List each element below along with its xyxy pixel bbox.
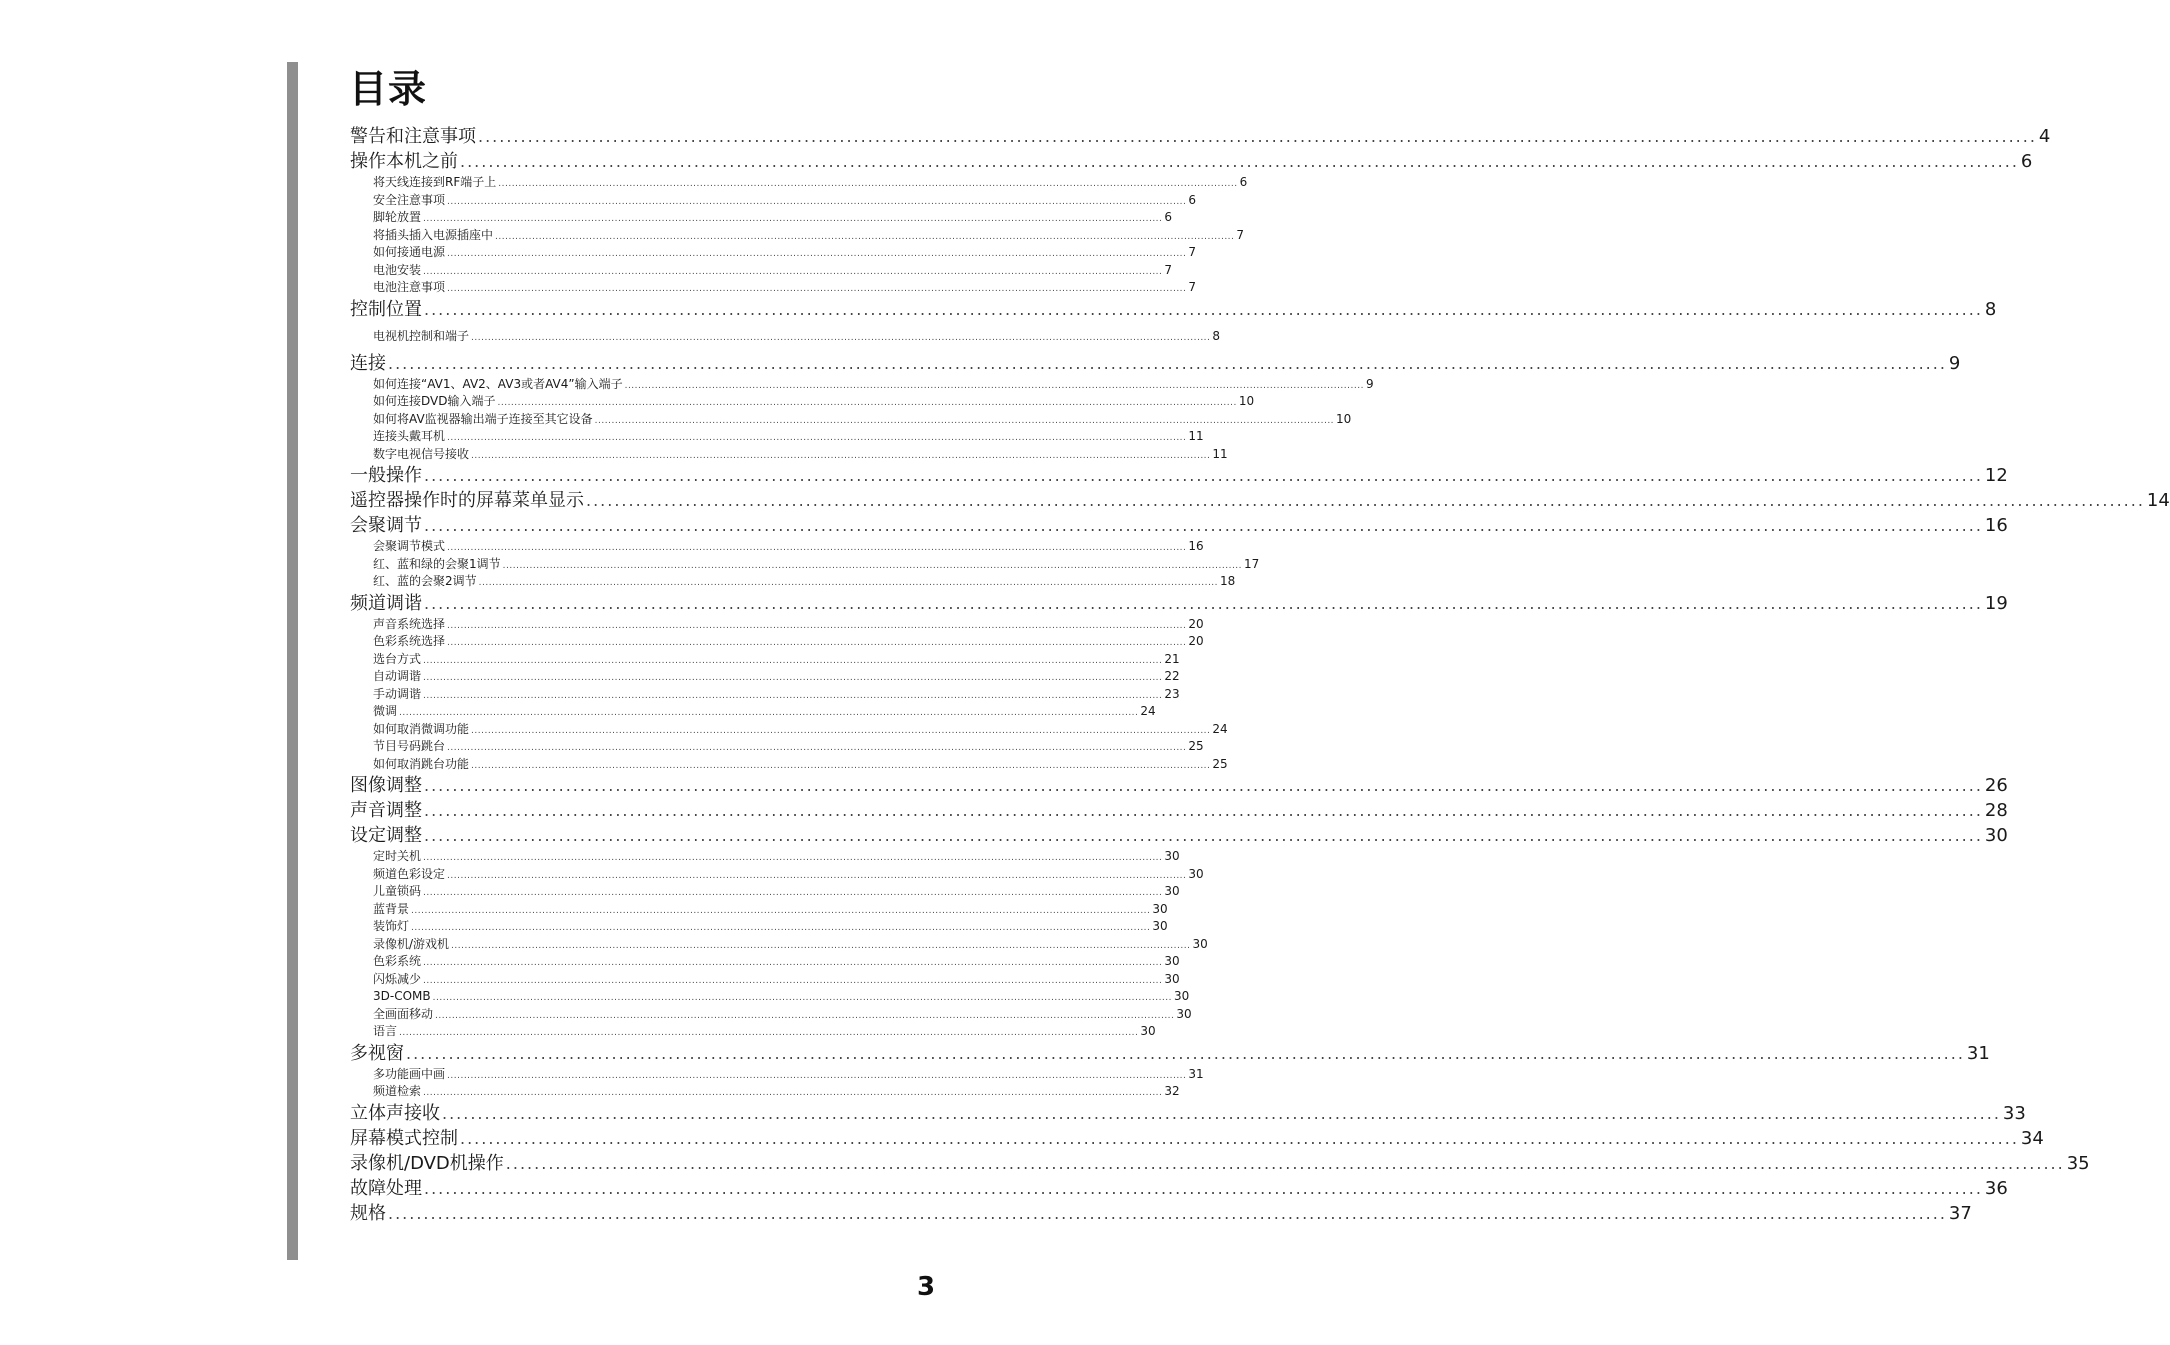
- dot-leader: ............................................................................................................................................................................................................................: [624, 380, 1364, 391]
- toc-entry-title: 规格: [350, 1202, 386, 1224]
- dot-leader: ............................................................................................................................................................................................................................: [447, 284, 1187, 294]
- toc-entry-page: 14: [2146, 490, 2170, 511]
- table-of-contents: [350, 124, 2170, 1226]
- toc-subsection[interactable]: [350, 936, 1208, 954]
- toc-subsection[interactable]: [350, 227, 1245, 245]
- dot-leader: ............................................................................................................................................................................................................................: [447, 870, 1187, 881]
- dot-leader: ............................................................................................................................................................................................................................: [424, 1178, 1983, 1198]
- toc-entry-title: 节目号码跳台: [373, 739, 446, 753]
- toc-section[interactable]: [350, 513, 2008, 538]
- toc-subsection[interactable]: [350, 633, 1204, 651]
- toc-subsection[interactable]: [350, 376, 1374, 394]
- toc-subsection[interactable]: [350, 322, 1221, 351]
- dot-leader: ............................................................................................................................................................................................................................: [447, 196, 1187, 207]
- toc-entry-title: 遥控器操作时的屏幕菜单显示: [350, 490, 584, 511]
- toc-entry-title: 闪烁减少: [373, 971, 422, 986]
- toc-section[interactable]: [350, 773, 2008, 798]
- dot-leader: ............................................................................................................................................................................................................................: [471, 725, 1211, 736]
- toc-subsection[interactable]: [350, 209, 1173, 227]
- toc-section[interactable]: [350, 591, 2008, 616]
- dot-leader: ............................................................................................................................................................................................................................: [451, 940, 1191, 951]
- toc-subsection[interactable]: [350, 971, 1180, 989]
- dot-leader: ............................................................................................................................................................................................................................: [586, 491, 2145, 510]
- toc-entry-page: 7: [1236, 227, 1245, 242]
- toc-entry-title: 录像机/DVD机操作: [350, 1152, 504, 1174]
- toc-entry-title: 故障处理: [350, 1177, 422, 1199]
- dot-leader: ............................................................................................................................................................................................................................: [423, 655, 1163, 666]
- toc-entry-title: 频道色彩设定: [373, 866, 446, 881]
- toc-entry-page: 16: [1188, 539, 1204, 553]
- toc-entry-page: 17: [1244, 556, 1260, 571]
- toc-entry-title: 手动调谐: [373, 686, 422, 701]
- toc-entry-title: 如何取消微调功能: [373, 721, 470, 736]
- toc-subsection[interactable]: [350, 446, 1228, 464]
- toc-entry-page: 6: [1164, 210, 1173, 224]
- dot-leader: ............................................................................................................................................................................................................................: [432, 993, 1173, 1003]
- toc-entry-title: 语言: [373, 1024, 398, 1038]
- dot-leader: ............................................................................................................................................................................................................................: [495, 231, 1235, 242]
- toc-entry-page: 6: [2020, 151, 2033, 172]
- toc-entry-title: 自动调谐: [373, 669, 422, 683]
- toc-entry-page: 23: [1164, 686, 1180, 701]
- dot-leader: ............................................................................................................................................................................................................................: [498, 179, 1238, 189]
- toc-entry-page: 30: [1164, 971, 1180, 986]
- toc-entry-title: 如何将AV监视器输出端子连接至其它设备: [373, 411, 593, 426]
- toc-subsection[interactable]: [350, 556, 1260, 574]
- toc-subsection[interactable]: [350, 573, 1236, 591]
- toc-entry-title: 儿童锁码: [373, 884, 422, 898]
- toc-entry-page: 22: [1164, 669, 1180, 683]
- dot-leader: ............................................................................................................................................................................................................................: [423, 975, 1163, 986]
- toc-entry-title: 3D-COMB: [373, 989, 431, 1003]
- dot-leader: ............................................................................................................................................................................................................................: [388, 1203, 1947, 1223]
- toc-entry-page: 7: [1188, 280, 1197, 294]
- toc-entry-page: 30: [1164, 849, 1180, 863]
- dot-leader: ............................................................................................................................................................................................................................: [423, 266, 1163, 277]
- toc-entry-title: 图像调整: [350, 775, 422, 796]
- toc-section[interactable]: [350, 124, 2051, 149]
- dot-leader: ............................................................................................................................................................................................................................: [399, 1028, 1139, 1038]
- page-number: 3: [917, 1272, 936, 1302]
- toc-subsection[interactable]: [350, 918, 1168, 936]
- toc-subsection[interactable]: [350, 262, 1173, 280]
- toc-entry-page: 7: [1188, 245, 1197, 259]
- toc-entry-title: 数字电视信号接收: [373, 446, 470, 461]
- toc-entry-page: 28: [1984, 800, 2008, 821]
- toc-subsection[interactable]: [350, 616, 1204, 634]
- toc-subsection[interactable]: [350, 721, 1228, 739]
- toc-entry-page: 30: [1152, 919, 1168, 933]
- toc-entry-page: 20: [1188, 634, 1204, 648]
- toc-entry-title: 操作本机之前: [350, 151, 458, 172]
- toc-subsection[interactable]: [350, 192, 1197, 210]
- toc-subsection[interactable]: [350, 686, 1180, 704]
- dot-leader: ............................................................................................................................................................................................................................: [424, 466, 1983, 485]
- dot-leader: ............................................................................................................................................................................................................................: [460, 152, 2019, 171]
- toc-subsection[interactable]: [350, 703, 1156, 721]
- toc-entry-page: 12: [1984, 465, 2008, 486]
- toc-entry-page: 9: [1948, 352, 1961, 374]
- dot-leader: ............................................................................................................................................................................................................................: [447, 638, 1187, 648]
- toc-entry-page: 31: [1966, 1042, 1990, 1064]
- toc-entry-page: 19: [1984, 592, 2008, 614]
- toc-entry-page: 37: [1948, 1202, 1972, 1224]
- toc-entry-page: 4: [2038, 126, 2051, 147]
- toc-entry-page: 10: [1238, 394, 1255, 408]
- toc-entry-title: 多功能画中画: [373, 1066, 446, 1081]
- toc-entry-page: 30: [1164, 884, 1180, 898]
- toc-entry-title: 警告和注意事项: [350, 126, 476, 147]
- dot-leader: ............................................................................................................................................................................................................................: [406, 1043, 1965, 1063]
- toc-entry-title: 全画面移动: [373, 1006, 434, 1021]
- toc-entry-page: 24: [1212, 721, 1228, 736]
- dot-leader: ............................................................................................................................................................................................................................: [411, 905, 1151, 916]
- dot-leader: ............................................................................................................................................................................................................................: [442, 1103, 2001, 1123]
- toc-entry-page: 11: [1212, 446, 1228, 461]
- toc-entry-title: 频道检索: [373, 1084, 422, 1098]
- decorative-side-bar: [287, 62, 298, 1260]
- dot-leader: ............................................................................................................................................................................................................................: [423, 958, 1163, 968]
- toc-entry-title: 设定调整: [350, 825, 422, 846]
- toc-entry-title: 红、蓝和绿的会聚1调节: [373, 556, 501, 571]
- toc-entry-page: 21: [1164, 651, 1180, 666]
- toc-entry-page: 26: [1984, 775, 2008, 796]
- toc-entry-page: 30: [1140, 1024, 1156, 1038]
- toc-entry-page: 20: [1188, 616, 1204, 631]
- toc-entry-page: 36: [1984, 1177, 2008, 1199]
- dot-leader: ............................................................................................................................................................................................................................: [435, 1010, 1175, 1021]
- toc-entry-title: 如何取消跳台功能: [373, 756, 470, 771]
- toc-subsection[interactable]: [350, 848, 1180, 866]
- toc-subsection[interactable]: [350, 411, 1352, 429]
- dot-leader: ............................................................................................................................................................................................................................: [502, 560, 1243, 571]
- toc-entry-page: 25: [1212, 756, 1228, 771]
- toc-entry-page: 30: [1192, 936, 1208, 951]
- toc-entry-page: 30: [1188, 866, 1204, 881]
- dot-leader: ............................................................................................................................................................................................................................: [447, 433, 1187, 443]
- toc-entry-title: 定时关机: [373, 849, 422, 863]
- dot-leader: ............................................................................................................................................................................................................................: [478, 578, 1219, 588]
- toc-entry-page: 16: [1984, 515, 2008, 536]
- dot-leader: ............................................................................................................................................................................................................................: [594, 415, 1335, 426]
- dot-leader: ............................................................................................................................................................................................................................: [411, 923, 1151, 933]
- dot-leader: ............................................................................................................................................................................................................................: [424, 299, 1983, 319]
- dot-leader: ............................................................................................................................................................................................................................: [423, 853, 1163, 863]
- toc-entry-title: 录像机/游戏机: [373, 936, 450, 951]
- toc-subsection[interactable]: [350, 1006, 1192, 1024]
- toc-entry-page: 6: [1188, 192, 1197, 207]
- dot-leader: ............................................................................................................................................................................................................................: [423, 673, 1163, 683]
- toc-entry-page: 34: [2020, 1127, 2044, 1149]
- toc-entry-title: 电视机控制和端子: [373, 328, 470, 343]
- toc-section[interactable]: [350, 823, 2008, 848]
- toc-entry-title: 一般操作: [350, 465, 422, 486]
- dot-leader: ............................................................................................................................................................................................................................: [447, 543, 1187, 553]
- dot-leader: ............................................................................................................................................................................................................................: [424, 826, 1983, 845]
- toc-entry-page: 7: [1164, 262, 1173, 277]
- toc-subsection[interactable]: [350, 1066, 1204, 1084]
- toc-entry-title: 连接: [350, 352, 386, 374]
- toc-subsection[interactable]: [350, 668, 1180, 686]
- toc-entry-title: 控制位置: [350, 298, 422, 320]
- toc-entry-title: 屏幕模式控制: [350, 1127, 458, 1149]
- toc-entry-title: 如何连接DVD输入端子: [373, 394, 496, 408]
- toc-subsection[interactable]: [350, 1083, 1180, 1101]
- dot-leader: ............................................................................................................................................................................................................................: [447, 249, 1187, 259]
- toc-entry-title: 选台方式: [373, 651, 422, 666]
- toc-entry-page: 31: [1188, 1066, 1204, 1081]
- toc-entry-title: 多视窗: [350, 1042, 404, 1064]
- toc-entry-page: 24: [1140, 704, 1156, 718]
- page-title: 目录: [349, 67, 428, 111]
- toc-entry-title: 声音系统选择: [373, 616, 446, 631]
- dot-leader: ............................................................................................................................................................................................................................: [505, 1153, 2065, 1173]
- dot-leader: ............................................................................................................................................................................................................................: [424, 801, 1983, 820]
- toc-entry-page: 33: [2002, 1102, 2026, 1124]
- dot-leader: ............................................................................................................................................................................................................................: [424, 776, 1983, 795]
- toc-section[interactable]: [350, 488, 2170, 513]
- toc-section[interactable]: [350, 351, 1961, 376]
- dot-leader: ............................................................................................................................................................................................................................: [447, 620, 1187, 631]
- toc-section[interactable]: [350, 1201, 1972, 1226]
- toc-entry-page: 11: [1188, 429, 1204, 443]
- toc-subsection[interactable]: [350, 988, 1190, 1006]
- toc-subsection[interactable]: [350, 538, 1204, 556]
- toc-subsection[interactable]: [350, 279, 1197, 297]
- dot-leader: ............................................................................................................................................................................................................................: [423, 888, 1163, 898]
- toc-section[interactable]: [350, 297, 1997, 322]
- toc-entry-page: 30: [1984, 825, 2008, 846]
- toc-entry-title: 将天线连接到RF端子上: [373, 175, 497, 189]
- toc-section[interactable]: [350, 1041, 1990, 1066]
- toc-subsection[interactable]: [350, 866, 1204, 884]
- dot-leader: ............................................................................................................................................................................................................................: [447, 1070, 1187, 1081]
- toc-subsection[interactable]: [350, 756, 1228, 774]
- toc-entry-title: 会聚调节: [350, 515, 422, 536]
- toc-entry-title: 蓝背景: [373, 901, 410, 916]
- dot-leader: ............................................................................................................................................................................................................................: [447, 743, 1187, 753]
- toc-section[interactable]: [350, 1176, 2008, 1201]
- dot-leader: ............................................................................................................................................................................................................................: [399, 708, 1139, 718]
- toc-section[interactable]: [350, 1126, 2044, 1151]
- toc-entry-title: 电池安装: [373, 262, 422, 277]
- toc-entry-page: 35: [2066, 1152, 2090, 1174]
- toc-entry-title: 声音调整: [350, 800, 422, 821]
- toc-entry-title: 红、蓝的会聚2调节: [373, 574, 477, 588]
- toc-entry-page: 32: [1164, 1084, 1180, 1098]
- toc-entry-title: 连接头戴耳机: [373, 429, 446, 443]
- toc-entry-title: 电池注意事项: [373, 280, 446, 294]
- toc-section[interactable]: [350, 149, 2033, 174]
- toc-subsection[interactable]: [350, 883, 1180, 901]
- toc-subsection[interactable]: [350, 1023, 1156, 1041]
- toc-entry-page: 30: [1152, 901, 1168, 916]
- toc-subsection[interactable]: [350, 428, 1204, 446]
- toc-section[interactable]: [350, 1151, 2090, 1176]
- dot-leader: ............................................................................................................................................................................................................................: [460, 1128, 2019, 1148]
- dot-leader: ............................................................................................................................................................................................................................: [423, 1088, 1163, 1098]
- toc-entry-page: 25: [1188, 739, 1204, 753]
- toc-entry-page: 6: [1239, 175, 1248, 189]
- dot-leader: ............................................................................................................................................................................................................................: [478, 127, 2037, 146]
- toc-entry-title: 色彩系统选择: [373, 634, 446, 648]
- toc-entry-title: 安全注意事项: [373, 192, 446, 207]
- toc-entry-title: 色彩系统: [373, 954, 422, 968]
- toc-entry-page: 10: [1336, 411, 1352, 426]
- toc-subsection[interactable]: [350, 174, 1248, 192]
- toc-section[interactable]: [350, 798, 2008, 823]
- dot-leader: ............................................................................................................................................................................................................................: [388, 353, 1947, 373]
- toc-subsection[interactable]: [350, 393, 1255, 411]
- toc-section[interactable]: [350, 463, 2008, 488]
- toc-entry-title: 如何连接“AV1、AV2、AV3或者AV4”输入端子: [373, 376, 623, 391]
- toc-entry-page: 30: [1176, 1006, 1192, 1021]
- dot-leader: ............................................................................................................................................................................................................................: [423, 690, 1163, 701]
- toc-entry-page: 30: [1174, 989, 1190, 1003]
- dot-leader: ............................................................................................................................................................................................................................: [471, 450, 1211, 461]
- dot-leader: ............................................................................................................................................................................................................................: [423, 214, 1163, 224]
- toc-subsection[interactable]: [350, 901, 1168, 919]
- toc-entry-page: 8: [1212, 328, 1221, 343]
- toc-entry-page: 9: [1365, 376, 1374, 391]
- dot-leader: ............................................................................................................................................................................................................................: [471, 332, 1211, 343]
- toc-subsection[interactable]: [350, 651, 1180, 669]
- dot-leader: ............................................................................................................................................................................................................................: [424, 516, 1983, 535]
- toc-entry-page: 30: [1164, 954, 1180, 968]
- toc-entry-title: 微调: [373, 704, 398, 718]
- dot-leader: ............................................................................................................................................................................................................................: [471, 760, 1211, 771]
- toc-entry-page: 18: [1220, 574, 1236, 588]
- dot-leader: ............................................................................................................................................................................................................................: [424, 593, 1983, 613]
- dot-leader: ............................................................................................................................................................................................................................: [497, 398, 1237, 408]
- toc-entry-title: 将插头插入电源插座中: [373, 227, 494, 242]
- toc-entry-title: 装饰灯: [373, 919, 410, 933]
- toc-entry-title: 脚轮放置: [373, 210, 422, 224]
- toc-entry-page: 8: [1984, 298, 1997, 320]
- toc-entry-title: 会聚调节模式: [373, 539, 446, 553]
- toc-subsection[interactable]: [350, 244, 1197, 262]
- toc-entry-title: 立体声接收: [350, 1102, 440, 1124]
- toc-section[interactable]: [350, 1101, 2026, 1126]
- toc-entry-title: 频道调谐: [350, 592, 422, 614]
- toc-subsection[interactable]: [350, 953, 1180, 971]
- toc-subsection[interactable]: [350, 738, 1204, 756]
- toc-entry-title: 如何接通电源: [373, 245, 446, 259]
